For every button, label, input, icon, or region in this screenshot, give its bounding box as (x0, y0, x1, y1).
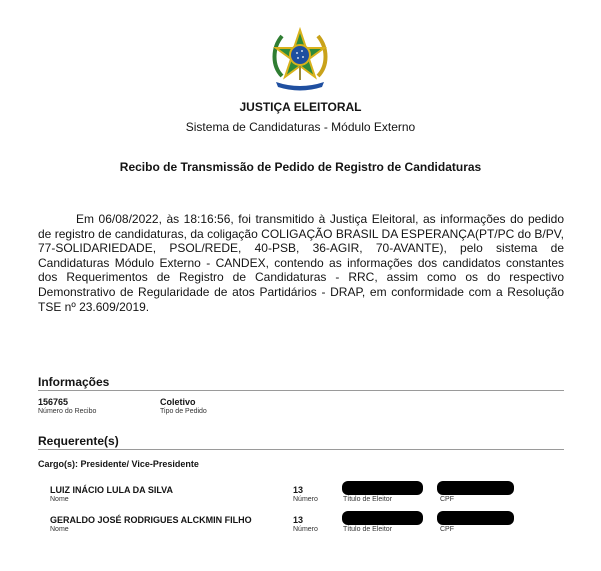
brasao-republica-icon (268, 26, 332, 92)
cargo-label: Cargo(s): Presidente/ Vice-Presidente (38, 459, 199, 469)
organization-name: JUSTIÇA ELEITORAL (239, 100, 362, 114)
system-name: Sistema de Candidaturas - Módulo Externo (185, 120, 416, 134)
voter-id-label: Título de Eleitor (343, 496, 393, 503)
section-title-requerentes: Requerente(s) (38, 434, 564, 450)
redacted-voter-id (342, 511, 423, 525)
redacted-cpf (437, 511, 514, 525)
voter-id-label: Título de Eleitor (343, 526, 393, 533)
candidate-name-label: Nome (50, 526, 69, 533)
redacted-voter-id (342, 481, 423, 495)
cpf-label: CPF (440, 526, 454, 533)
request-type-label: Tipo de Pedido (160, 408, 207, 415)
candidate-number-label: Número (293, 496, 318, 503)
redacted-cpf (437, 481, 514, 495)
candidate-number: 13 (293, 515, 304, 525)
receipt-number: 156765 (38, 397, 69, 407)
section-title-informacoes: Informações (38, 375, 564, 391)
candidate-name: LUIZ INÁCIO LULA DA SILVA (50, 485, 173, 495)
candidate-number: 13 (293, 485, 304, 495)
receipt-paragraph: Em 06/08/2022, às 18:16:56, foi transmitido à Justiça Eleitoral, as informações do pedido de registro de candidaturas, da coligação COLIGAÇÃO BRASIL DA ESPERANÇA(PT/PC do B/PV, 77-SOLIDARIEDADE, PSOL/REDE, 40-PSB, 36-AGIR, 70-AVANTE), pelo sistema de Candidaturas Módulo Externo - CANDEX, contendo as informações dos candidatos constantes dos Requerimentos de Registro de Candidaturas - RRC, assim como os do respectivo Demonstrativo de Regularidade de atos Partidários - DRAP, em conformidade com a Resolução TSE nº 23.609/2019. (38, 212, 564, 314)
candidate-number-label: Número (293, 526, 318, 533)
cpf-label: CPF (440, 496, 454, 503)
candidate-name: GERALDO JOSÉ RODRIGUES ALCKMIN FILHO (50, 515, 252, 525)
receipt-number-label: Número do Recibo (38, 408, 97, 415)
candidate-name-label: Nome (50, 496, 69, 503)
document-title: Recibo de Transmissão de Pedido de Registro de Candidaturas (119, 160, 482, 174)
request-type: Coletivo (160, 397, 196, 407)
